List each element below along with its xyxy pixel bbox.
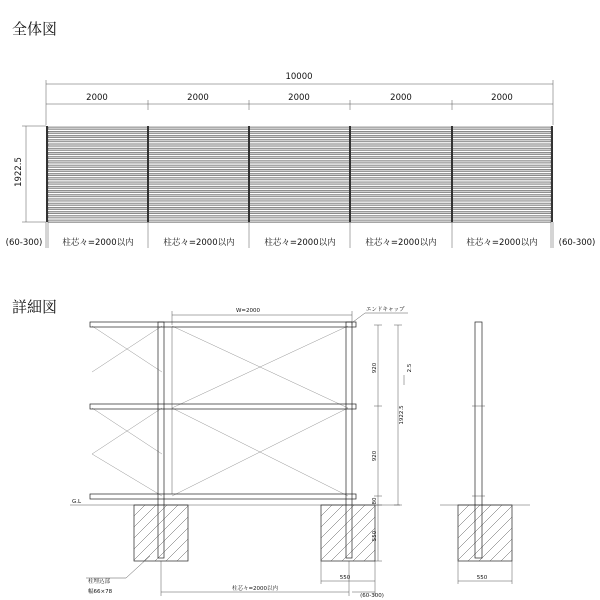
- post-size-label: 幅66×78: [88, 589, 113, 595]
- hatch-line: [479, 528, 512, 561]
- hatch-line: [321, 505, 332, 516]
- hatch-line: [166, 539, 188, 561]
- pitch-label-5: 柱芯々=2000以内: [466, 238, 538, 248]
- hatch-line: [501, 550, 512, 561]
- hatch-line: [342, 528, 375, 561]
- detail-post-right: [346, 322, 352, 558]
- footings: [134, 505, 512, 561]
- end-cap-callout: [353, 306, 408, 322]
- hatch-line: [177, 550, 188, 561]
- hatch-line: [134, 505, 145, 516]
- top-rail: [90, 322, 356, 327]
- detail-post-left: [158, 322, 164, 558]
- hatch-line: [321, 505, 365, 549]
- span-label-1: 2000: [86, 93, 108, 103]
- detail-end-offset: (60-300): [360, 593, 384, 599]
- span-label-3: 2000: [288, 93, 310, 103]
- horizontal-rails: [90, 322, 356, 499]
- height-label: 1922.5: [14, 157, 24, 187]
- fence-slat: [48, 207, 551, 209]
- height-dimension: [14, 126, 46, 222]
- pitch-label-3: 柱芯々=2000以内: [264, 238, 336, 248]
- fence-slat: [48, 190, 551, 192]
- side-view-post: [472, 322, 485, 558]
- fence-slat: [48, 152, 551, 154]
- end-offset-right: (60-300): [558, 238, 596, 248]
- post-5: [451, 126, 453, 222]
- ground-label: G.L: [72, 499, 82, 505]
- fence-slat: [48, 165, 551, 167]
- detail-bottom-dimensions: [86, 556, 512, 599]
- span-dimensions: [46, 93, 553, 110]
- fence-slat: [48, 148, 551, 150]
- post-embed-label: 柱埋込部: [88, 579, 111, 585]
- dim-bottom-gap: 80: [372, 497, 378, 505]
- side-post: [475, 322, 482, 558]
- detail-width-dimension: [172, 308, 352, 325]
- dim-lower: 920: [372, 450, 378, 462]
- end-offset-left: (60-300): [5, 238, 43, 248]
- ground-line: [70, 499, 530, 505]
- fence-slat: [48, 161, 551, 163]
- fence-slat: [48, 199, 551, 201]
- detail-width-label: W=2000: [235, 308, 261, 314]
- span-label-4: 2000: [390, 93, 412, 103]
- end-cap-label: エンドキャップ: [366, 307, 405, 313]
- fence-slat: [48, 203, 551, 205]
- pitch-label-2: 柱芯々=2000以内: [163, 238, 235, 248]
- pitch-label-4: 柱芯々=2000以内: [365, 238, 437, 248]
- hatch-line: [155, 528, 188, 561]
- fence-slat: [48, 216, 551, 218]
- footing-width-side: 550: [476, 575, 488, 581]
- hatch-line: [134, 505, 156, 527]
- fence-slat: [48, 195, 551, 197]
- span-label-5: 2000: [491, 93, 513, 103]
- fence-slat: [48, 186, 551, 188]
- hatch-line: [144, 517, 188, 561]
- fence-slat: [48, 127, 551, 129]
- span-label-2: 2000: [187, 93, 209, 103]
- hatch-line: [458, 505, 502, 549]
- detail-height-dimensions: [372, 325, 413, 561]
- overall-title: 全体図: [12, 20, 58, 38]
- bottom-rail: [90, 494, 356, 499]
- post-1: [46, 126, 48, 222]
- detail-title: 詳細図: [12, 298, 58, 316]
- dim-top-gap: 2.5: [407, 363, 413, 373]
- hatch-line: [134, 506, 188, 560]
- hatch-line: [331, 517, 375, 561]
- hatch-line: [353, 539, 375, 561]
- hatch-line: [490, 539, 512, 561]
- fence-slat: [48, 144, 551, 146]
- hatch-line: [364, 550, 375, 561]
- fence-slat: [48, 182, 551, 184]
- post-4: [349, 126, 351, 222]
- fence-slat: [48, 220, 551, 222]
- hatch-line: [134, 505, 178, 549]
- hatch-line: [134, 505, 167, 538]
- total-width-label: 10000: [285, 72, 313, 82]
- hatch-line: [458, 505, 491, 538]
- fence-slat: [48, 212, 551, 214]
- hatch-line: [321, 505, 343, 527]
- hatch-line: [321, 506, 375, 560]
- hatch-line: [321, 505, 354, 538]
- dim-upper: 920: [372, 362, 378, 374]
- cross-bracing: [92, 326, 348, 496]
- fence-slat: [48, 178, 551, 180]
- fence-slat: [48, 135, 551, 137]
- detail-pitch-label: 柱芯々=2000以内: [231, 586, 279, 592]
- hatch-line: [468, 517, 512, 561]
- hatch-line: [458, 505, 469, 516]
- hatch-line: [458, 506, 512, 560]
- pitch-label-1: 柱芯々=2000以内: [62, 238, 134, 248]
- hatch-line: [458, 505, 480, 527]
- fence-elevation: [48, 127, 551, 222]
- fence-slat: [48, 157, 551, 159]
- post-3: [248, 126, 250, 222]
- fence-slat: [48, 140, 551, 142]
- detail-posts: [158, 322, 352, 558]
- fence-slat: [48, 174, 551, 176]
- post-2: [147, 126, 149, 222]
- dim-total: 1922.5: [399, 405, 405, 425]
- post-6: [551, 126, 553, 222]
- middle-rail: [90, 404, 356, 409]
- fence-slat: [48, 131, 551, 133]
- post-pitch-row: [6, 222, 596, 248]
- footing-width-front: 550: [339, 575, 351, 581]
- dim-embed: 550: [372, 530, 378, 542]
- fence-slat: [48, 169, 551, 171]
